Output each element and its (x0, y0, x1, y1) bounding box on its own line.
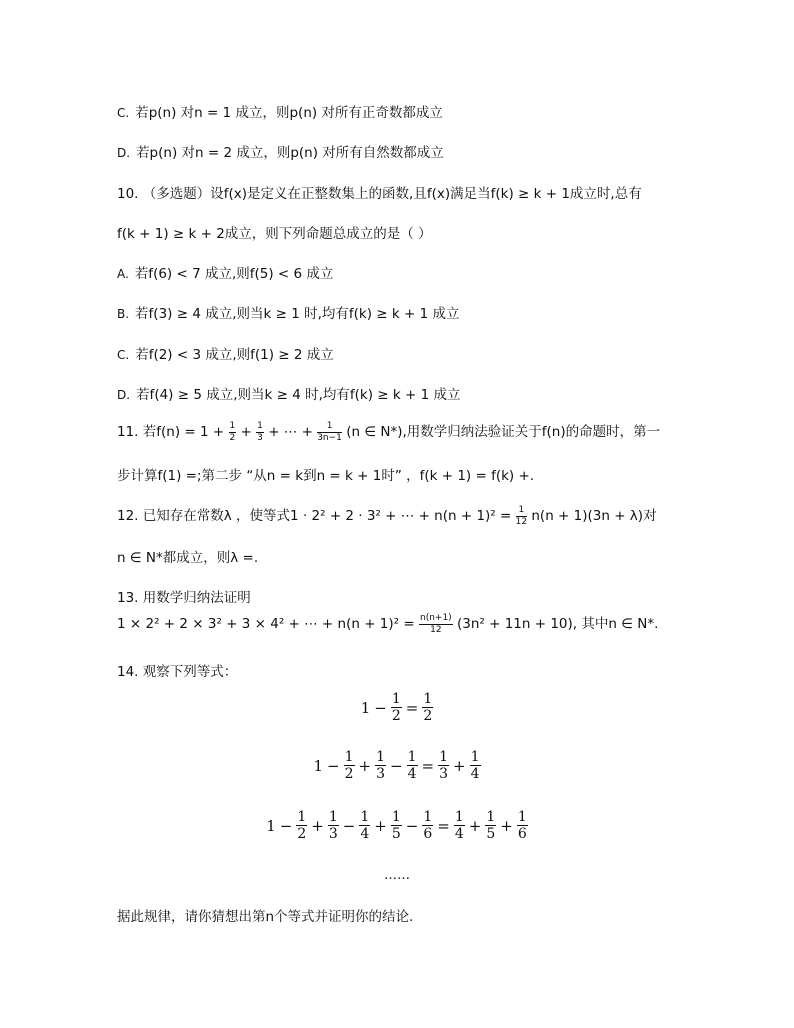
question-number: 11. (117, 424, 139, 440)
equals-sign: = (405, 698, 419, 717)
q10-option-c (117, 343, 334, 363)
option-label: C. (117, 348, 130, 362)
formula-prefix: 若f(n) = 1 + (142, 424, 225, 440)
equation-2 (0, 750, 794, 781)
plus-sign: + (358, 756, 372, 775)
formula-suffix: n(n + 1)(3n + λ)对 (531, 508, 657, 524)
equals-sign: = (437, 816, 450, 835)
plus-sign: + (453, 756, 466, 775)
question-text: 用数学归纳法证明 (142, 590, 251, 606)
minus-sign: − (390, 756, 403, 775)
plus-sign: + (240, 424, 252, 440)
formula-prefix: 1 × 2² + 2 × 3² + 3 × 4² + ⋯ + n(n + 1)² = (117, 616, 415, 632)
equation-1 (0, 692, 794, 723)
equals-sign: = (421, 756, 435, 775)
q11-stem-line1 (117, 420, 660, 443)
question-text: f(k + 1) ≥ k + 2成立，则下列命题总成立的是（ ） (117, 226, 432, 242)
term: 1 (266, 816, 276, 835)
option-label: D. (117, 146, 131, 160)
fraction-1-3n-1: $\frac{1}{3n-1}$ (317, 420, 342, 443)
q9-option-d (117, 141, 444, 161)
minus-sign: − (374, 698, 387, 717)
q11-stem-line2 (117, 464, 534, 484)
formula-prefix: 已知存在常数λ ，使等式1 · 2² + 2 · 3² + ⋯ + n(n + 1)² = (142, 508, 512, 524)
q13-formula (117, 612, 658, 635)
option-label: D. (117, 388, 131, 402)
question-number: 13. (117, 590, 139, 606)
option-text: 若f(3) ≥ 4 成立,则当k ≥ 1 时,均有f(k) ≥ k + 1 成立 (135, 306, 460, 322)
plus-sign: + (500, 816, 513, 835)
minus-sign: − (279, 816, 293, 835)
option-text: 若f(6) < 7 成立,则f(5) < 6 成立 (134, 266, 334, 282)
question-text: 步计算f(1) =;第二步 “从n = k到n = k + 1时” ，f(k + 1) = f(k) +. (117, 468, 535, 484)
formula-mid: + ⋯ + (268, 424, 313, 440)
fraction-1-4: $\frac{1}{4}$ (360, 809, 370, 842)
question-text: 观察下列等式： (142, 664, 238, 680)
fraction-1-3: $\frac{1}{3}$ (439, 749, 449, 782)
question-number: 10. (117, 186, 139, 202)
q10-stem-line2 (117, 222, 432, 242)
plus-sign: + (468, 816, 482, 835)
plus-sign: + (311, 816, 324, 835)
term: 1 (313, 756, 324, 775)
fraction-1-5: $\frac{1}{5}$ (486, 809, 496, 842)
question-text: 据此规律，请你猜想出第n个等式并证明你的结论. (117, 909, 414, 925)
fraction-1-3: $\frac{1}{3}$ (376, 749, 386, 782)
formula-suffix: (3n² + 11n + 10), 其中n ∈ N*. (456, 616, 659, 632)
q12-stem-line2 (117, 546, 258, 566)
fraction-1-2: $\frac{1}{2}$ (229, 420, 236, 443)
plus-sign: + (374, 816, 387, 835)
fraction-1-6: $\frac{1}{6}$ (423, 809, 433, 842)
q10-option-a (117, 262, 333, 282)
option-text: 若f(2) < 3 成立,则f(1) ≥ 2 成立 (135, 347, 334, 363)
q12-stem-line1 (117, 504, 657, 527)
q13-stem-line1 (117, 586, 251, 606)
q14-stem (117, 660, 237, 680)
minus-sign: − (405, 816, 419, 835)
q10-option-b (117, 302, 459, 322)
fraction-1-5: $\frac{1}{5}$ (391, 809, 401, 842)
equation-3 (0, 810, 794, 841)
fraction-1-4: $\frac{1}{4}$ (407, 749, 417, 782)
option-text: 若p(n) 对n = 2 成立，则p(n) 对所有自然数都成立 (136, 145, 444, 161)
term: 1 (360, 698, 371, 717)
question-number: 12. (117, 508, 139, 524)
fraction-1-2: $\frac{1}{2}$ (344, 749, 354, 782)
fraction-1-2: $\frac{1}{2}$ (297, 809, 307, 842)
fraction-1-6: $\frac{1}{6}$ (517, 809, 527, 842)
fraction-1-2: $\frac{1}{2}$ (423, 691, 433, 724)
option-label: C. (117, 106, 130, 120)
fraction-1-3: $\frac{1}{3}$ (328, 809, 338, 842)
q10-stem-line1 (117, 182, 642, 202)
fraction-1-3: $\frac{1}{3}$ (257, 420, 263, 443)
fraction-1-4: $\frac{1}{4}$ (454, 809, 464, 842)
fraction-1-4: $\frac{1}{4}$ (470, 749, 480, 782)
option-text: 若p(n) 对n = 1 成立，则p(n) 对所有正奇数都成立 (135, 105, 443, 121)
fraction-1-2: $\frac{1}{2}$ (391, 691, 401, 724)
question-text: n ∈ N*都成立，则λ =. (117, 550, 259, 566)
fraction-n-n1-12: $\frac{n(n+1)}{12}$ (419, 612, 452, 635)
option-label: B. (117, 307, 130, 321)
q14-conclusion (117, 905, 413, 925)
option-label: A. (117, 267, 129, 281)
option-text: 若f(4) ≥ 5 成立,则当k ≥ 4 时,均有f(k) ≥ k + 1 成立 (136, 387, 461, 403)
ellipsis: …… (384, 868, 410, 883)
fraction-1-12: $\frac{1}{12}$ (515, 504, 528, 527)
formula-suffix: (n ∈ N*),用数学归纳法验证关于f(n)的命题时，第一 (346, 424, 661, 440)
q10-option-d (117, 383, 460, 403)
minus-sign: − (327, 756, 340, 775)
q9-option-c (117, 101, 443, 121)
question-number: 14. (117, 664, 139, 680)
minus-sign: − (342, 816, 356, 835)
question-text: （多选题）设f(x)是定义在正整数集上的函数,且f(x)满足当f(k) ≥ k + 1成立时,总有 (142, 186, 642, 202)
